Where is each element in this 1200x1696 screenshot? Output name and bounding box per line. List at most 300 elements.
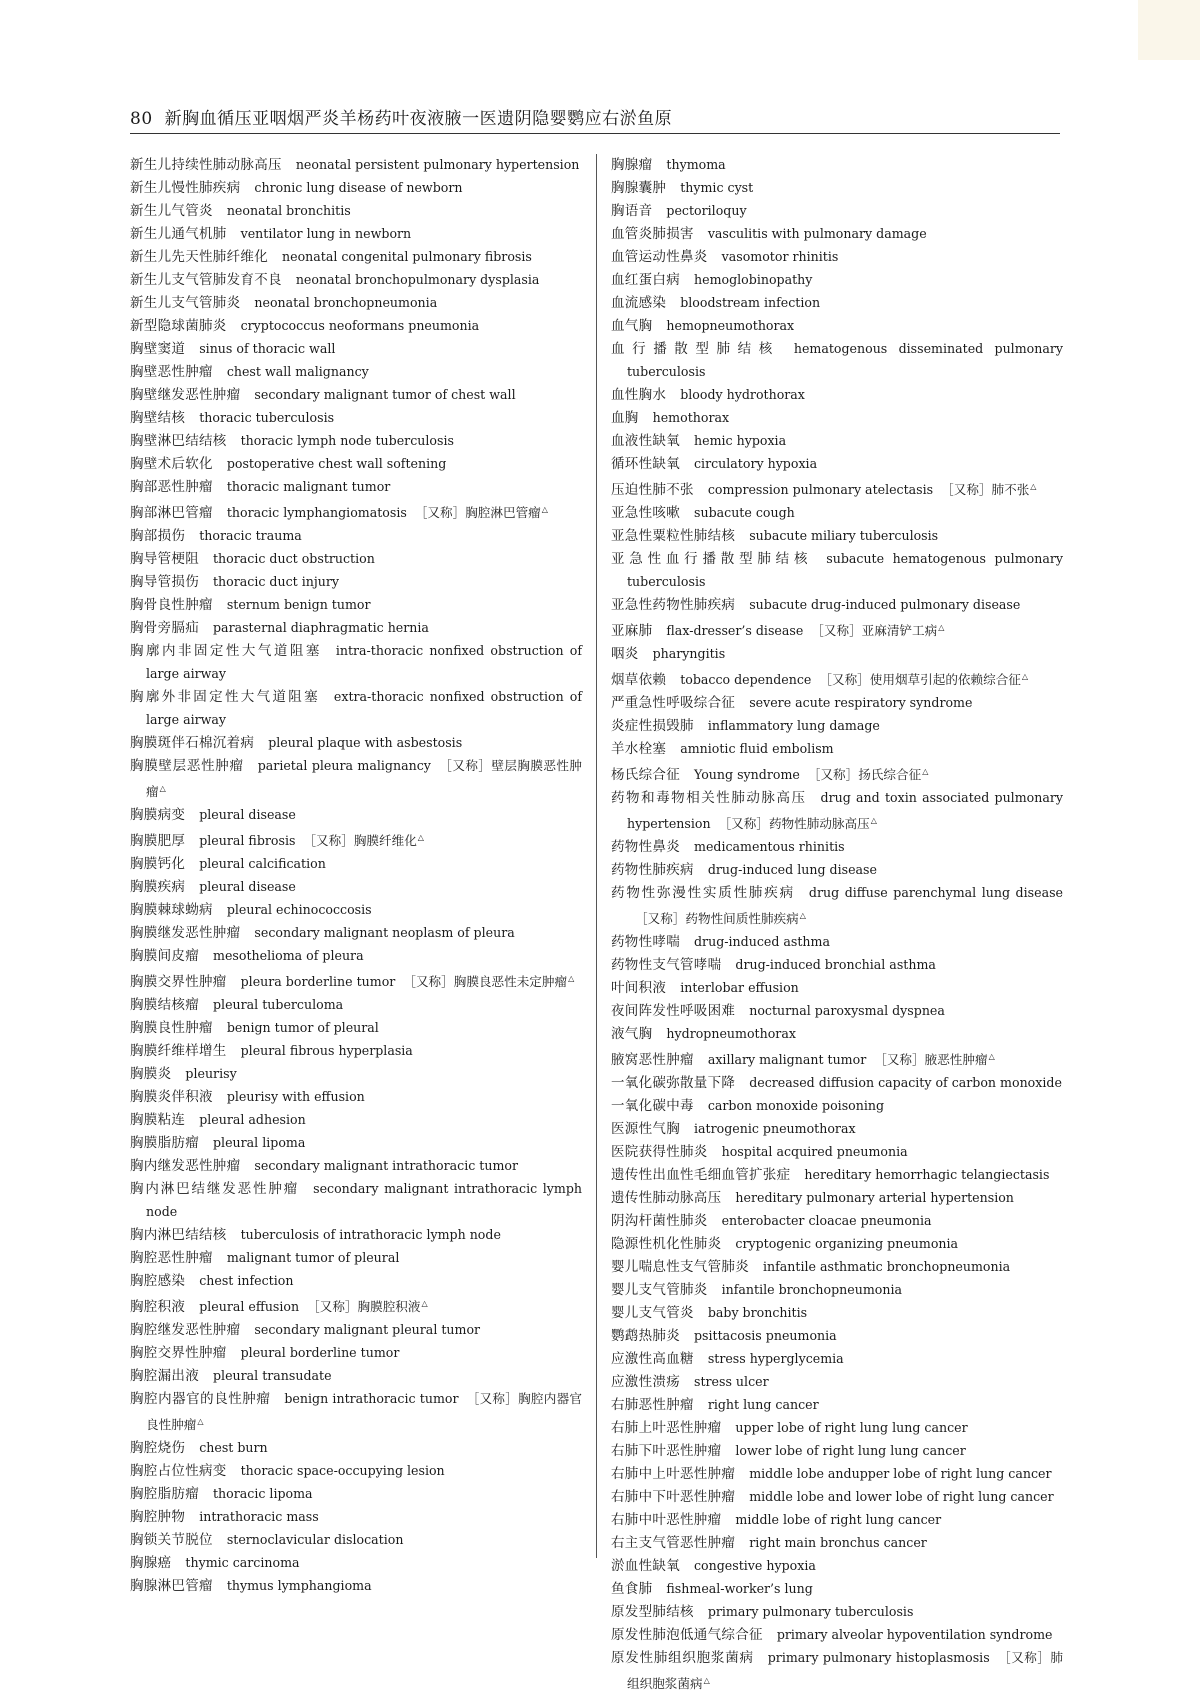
term-english: secondary malignant intrathoracic tumor <box>254 1158 519 1173</box>
term-chinese: 胸壁恶性肿瘤 <box>130 364 213 380</box>
page-header <box>130 104 1058 129</box>
term-chinese: 医院获得性肺炎 <box>611 1144 708 1160</box>
term-english: severe acute respiratory syndrome <box>749 695 973 710</box>
term-english: chest wall malignancy <box>226 364 369 379</box>
glossary-entry <box>130 827 582 853</box>
term-chinese: 胸腔烧伤 <box>130 1440 186 1456</box>
term-chinese: 淤血性缺氧 <box>611 1558 680 1574</box>
term-chinese: 血气胸 <box>611 318 653 334</box>
term-english: thymus lymphangioma <box>226 1578 372 1593</box>
term-chinese: 胸部损伤 <box>130 528 186 544</box>
glossary-entry <box>611 453 1063 476</box>
term-english: subacute hematogenous pulmonary tuberculosis <box>627 551 1063 589</box>
term-english: pleural fibrous hyperplasia <box>240 1043 413 1058</box>
glossary-entry <box>611 315 1063 338</box>
header-rule <box>130 133 1060 134</box>
term-chinese: 胸腔积液 <box>130 1299 186 1315</box>
glossary-entry <box>611 1371 1063 1394</box>
term-english: primary alveolar hypoventilation syndrome <box>776 1627 1053 1642</box>
term-chinese: 药物性哮喘 <box>611 934 680 950</box>
term-english: enterobacter cloacae pneumonia <box>721 1213 932 1228</box>
term-chinese: 血性胸水 <box>611 387 667 403</box>
glossary-entry <box>130 1437 582 1460</box>
term-chinese: 鹦鹉热肺炎 <box>611 1328 680 1344</box>
term-alias: ［又称］药物性肺动脉高压 <box>718 816 870 831</box>
term-chinese: 胸膜纤维样增生 <box>130 1043 227 1059</box>
triangle-mark-icon: △ <box>703 1676 710 1685</box>
term-chinese: 亚急性咳嗽 <box>611 505 680 521</box>
term-english: neonatal congenital pulmonary fibrosis <box>282 249 532 264</box>
term-english: chest infection <box>199 1273 294 1288</box>
glossary-entry <box>130 292 582 315</box>
term-chinese: 应激性溃疡 <box>611 1374 680 1390</box>
term-english: hemothorax <box>652 410 730 425</box>
term-english: cryptogenic organizing pneumonia <box>735 1236 959 1251</box>
term-english: drug-induced lung disease <box>707 862 877 877</box>
term-english: congestive hypoxia <box>694 1558 816 1573</box>
glossary-entry <box>130 476 582 499</box>
glossary-entry <box>611 476 1063 502</box>
term-english: thoracic lymph node tuberculosis <box>240 433 454 448</box>
term-chinese: 胸腺淋巴管瘤 <box>130 1578 213 1594</box>
term-english: neonatal bronchopneumonia <box>254 295 438 310</box>
glossary-entry <box>130 1552 582 1575</box>
glossary-entry <box>130 1040 582 1063</box>
term-english: secondary malignant pleural tumor <box>254 1322 481 1337</box>
term-english: stress hyperglycemia <box>707 1351 844 1366</box>
term-chinese: 一氧化碳弥散量下降 <box>611 1075 736 1091</box>
term-chinese: 胸腔感染 <box>130 1273 186 1289</box>
term-english: middle lobe and lower lobe of right lung cancer <box>749 1489 1054 1504</box>
term-chinese: 胸内淋巴结结核 <box>130 1227 227 1243</box>
term-chinese: 夜间阵发性呼吸困难 <box>611 1003 736 1019</box>
term-english: hemic hypoxia <box>694 433 787 448</box>
glossary-entry <box>130 223 582 246</box>
term-chinese: 胸膜壁层恶性肿瘤 <box>130 758 244 774</box>
term-english: decreased diffusion capacity of carbon monoxide <box>749 1075 1062 1090</box>
glossary-entry <box>611 502 1063 525</box>
term-english: inflammatory lung damage <box>707 718 880 733</box>
term-chinese: 胸内淋巴结继发恶性肿瘤 <box>130 1181 300 1197</box>
glossary-entry <box>130 922 582 945</box>
term-english: circulatory hypoxia <box>694 456 818 471</box>
term-english: chest burn <box>199 1440 268 1455</box>
term-english: baby bronchitis <box>707 1305 808 1320</box>
term-chinese: 血液性缺氧 <box>611 433 680 449</box>
term-chinese: 胸膜斑伴石棉沉着病 <box>130 735 255 751</box>
glossary-entry <box>130 177 582 200</box>
term-chinese: 医源性气胸 <box>611 1121 680 1137</box>
term-english: lower lobe of right lung lung cancer <box>735 1443 966 1458</box>
term-chinese: 胸壁结核 <box>130 410 186 426</box>
term-chinese: 胸廓外非固定性大气道阻塞 <box>130 689 320 705</box>
term-english: ventilator lung in newborn <box>240 226 412 241</box>
term-alias: ［又称］胸膜纤维化 <box>303 833 417 848</box>
glossary-entry <box>130 640 582 686</box>
term-english: mesothelioma of pleura <box>213 948 364 963</box>
glossary-entry <box>611 1509 1063 1532</box>
term-english: subacute cough <box>694 505 795 520</box>
glossary-entry <box>130 1017 582 1040</box>
glossary-entry <box>130 361 582 384</box>
glossary-entry <box>130 1365 582 1388</box>
glossary-entry <box>611 1118 1063 1141</box>
term-english: upper lobe of right lung lung cancer <box>735 1420 968 1435</box>
term-english: hereditary pulmonary arterial hypertension <box>735 1190 1014 1205</box>
term-chinese: 胸部恶性肿瘤 <box>130 479 213 495</box>
glossary-entry <box>130 968 582 994</box>
glossary-entry <box>130 1178 582 1224</box>
glossary-entry <box>611 525 1063 548</box>
term-english: sternum benign tumor <box>226 597 371 612</box>
glossary-entry <box>611 1601 1063 1624</box>
term-english: flax-dresser’s disease <box>666 623 804 638</box>
term-chinese: 右肺下叶恶性肿瘤 <box>611 1443 722 1459</box>
glossary-entry <box>611 1095 1063 1118</box>
term-chinese: 右肺中叶恶性肿瘤 <box>611 1512 722 1528</box>
term-english: thymoma <box>666 157 726 172</box>
term-english: primary pulmonary tuberculosis <box>707 1604 914 1619</box>
glossary-entry <box>611 1279 1063 1302</box>
glossary-entry <box>611 715 1063 738</box>
triangle-mark-icon: △ <box>922 767 929 776</box>
term-english: pleural lipoma <box>213 1135 306 1150</box>
term-chinese: 胸导管梗阻 <box>130 551 199 567</box>
glossary-entry <box>130 430 582 453</box>
term-chinese: 亚急性药物性肺疾病 <box>611 597 736 613</box>
term-english: benign tumor of pleural <box>226 1020 379 1035</box>
term-chinese: 血流感染 <box>611 295 667 311</box>
glossary-entry <box>611 292 1063 315</box>
term-chinese: 血行播散型肺结核 <box>611 341 780 357</box>
glossary-entry <box>611 1164 1063 1187</box>
term-chinese: 药物性支气管哮喘 <box>611 957 722 973</box>
term-chinese: 原发型肺结核 <box>611 1604 694 1620</box>
glossary-entry <box>611 269 1063 292</box>
term-english: psittacosis pneumonia <box>694 1328 837 1343</box>
term-chinese: 亚急性血行播散型肺结核 <box>611 551 813 567</box>
glossary-entry <box>130 384 582 407</box>
triangle-mark-icon: △ <box>197 1417 204 1426</box>
term-english: subacute miliary tuberculosis <box>749 528 939 543</box>
term-english: intra-thoracic nonfixed obstruction of large airway <box>146 643 582 681</box>
term-chinese: 血胸 <box>611 410 639 426</box>
term-chinese: 胸腺癌 <box>130 1555 172 1571</box>
triangle-mark-icon: △ <box>541 505 548 514</box>
glossary-entry <box>611 384 1063 407</box>
triangle-mark-icon: △ <box>159 784 166 793</box>
term-chinese: 药物和毒物相关性肺动脉高压 <box>611 790 807 806</box>
glossary-entry <box>130 732 582 755</box>
glossary-entry <box>611 859 1063 882</box>
term-chinese: 胸膜良性肿瘤 <box>130 1020 213 1036</box>
glossary-entry <box>611 177 1063 200</box>
term-english: pectoriloquy <box>666 203 747 218</box>
glossary-entry <box>611 882 1063 931</box>
term-english: hereditary hemorrhagic telangiectasis <box>804 1167 1050 1182</box>
glossary-entry <box>611 1417 1063 1440</box>
glossary-entry <box>130 853 582 876</box>
term-chinese: 血管运动性鼻炎 <box>611 249 708 265</box>
term-chinese: 胸膜交界性肿瘤 <box>130 974 227 990</box>
glossary-entry <box>130 1342 582 1365</box>
term-english: chronic lung disease of newborn <box>254 180 463 195</box>
term-chinese: 胸腺瘤 <box>611 157 653 173</box>
term-alias: ［又称］肺组织胞浆菌病 <box>627 1650 1064 1691</box>
term-chinese: 胸膜病变 <box>130 807 186 823</box>
term-english: thymic cyst <box>680 180 754 195</box>
term-chinese: 胸膜棘球蚴病 <box>130 902 213 918</box>
term-english: Young syndrome <box>694 767 800 782</box>
term-alias: ［又称］胸腔内器官良性肿瘤 <box>146 1391 582 1432</box>
glossary-entry <box>130 876 582 899</box>
term-chinese: 胸部淋巴管瘤 <box>130 505 213 521</box>
glossary-entry <box>130 499 582 525</box>
term-english: bloodstream infection <box>680 295 821 310</box>
glossary-entry <box>130 548 582 571</box>
term-chinese: 右肺恶性肿瘤 <box>611 1397 694 1413</box>
term-chinese: 胸膜肥厚 <box>130 833 186 849</box>
glossary-entry <box>130 804 582 827</box>
term-chinese: 右肺中上叶恶性肿瘤 <box>611 1466 736 1482</box>
term-chinese: 婴儿喘息性支气管肺炎 <box>611 1259 749 1275</box>
term-english: thoracic lipoma <box>213 1486 313 1501</box>
term-english: secondary malignant intrathoracic lymph node <box>146 1181 582 1219</box>
term-alias: ［又称］肺不张 <box>941 482 1030 497</box>
term-english: interlobar effusion <box>680 980 799 995</box>
term-english: thymic carcinoma <box>185 1555 300 1570</box>
term-chinese: 咽炎 <box>611 646 639 662</box>
term-chinese: 胸腔漏出液 <box>130 1368 199 1384</box>
term-alias: ［又称］扬氏综合征 <box>807 767 922 782</box>
term-chinese: 炎症性损毁肺 <box>611 718 694 734</box>
term-chinese: 新生儿气管炎 <box>130 203 213 219</box>
term-english: hemopneumothorax <box>666 318 795 333</box>
term-chinese: 隐源性机化性肺炎 <box>611 1236 722 1252</box>
glossary-entry <box>130 594 582 617</box>
glossary-entry <box>611 407 1063 430</box>
term-chinese: 羊水栓塞 <box>611 741 667 757</box>
right-column <box>611 154 1063 1696</box>
triangle-mark-icon: △ <box>870 816 877 825</box>
glossary-entry <box>611 1023 1063 1046</box>
glossary-entry <box>130 453 582 476</box>
term-english: secondary malignant tumor of chest wall <box>254 387 516 402</box>
term-chinese: 新型隐球菌肺炎 <box>130 318 227 334</box>
term-chinese: 烟草依赖 <box>611 672 667 688</box>
term-chinese: 胸壁继发恶性肿瘤 <box>130 387 241 403</box>
term-chinese: 循环性缺氧 <box>611 456 680 472</box>
glossary-entry <box>611 338 1063 384</box>
glossary-entry <box>611 643 1063 666</box>
glossary-entry <box>130 1460 582 1483</box>
term-chinese: 胸腔占位性病变 <box>130 1463 227 1479</box>
term-english: vasculitis with pulmonary damage <box>707 226 927 241</box>
glossary-entry <box>130 1247 582 1270</box>
term-chinese: 胸骨良性肿瘤 <box>130 597 213 613</box>
term-chinese: 胸廓内非固定性大气道阻塞 <box>130 643 322 659</box>
term-chinese: 胸锁关节脱位 <box>130 1532 213 1548</box>
term-chinese: 亚急性粟粒性肺结核 <box>611 528 736 544</box>
glossary-entry <box>611 787 1063 836</box>
term-chinese: 胸壁术后软化 <box>130 456 213 472</box>
term-english: pleurisy with effusion <box>226 1089 365 1104</box>
term-english: pleural plaque with asbestosis <box>268 735 463 750</box>
term-alias: ［又称］腋恶性肿瘤 <box>874 1052 988 1067</box>
term-chinese: 遗传性肺动脉高压 <box>611 1190 722 1206</box>
term-chinese: 胸膜炎 <box>130 1066 172 1082</box>
glossary-entry <box>130 571 582 594</box>
term-english: bloody hydrothorax <box>680 387 805 402</box>
term-chinese: 压迫性肺不张 <box>611 482 694 498</box>
term-english: pleural tuberculoma <box>213 997 344 1012</box>
glossary-entry <box>130 1270 582 1293</box>
glossary-entry <box>611 1233 1063 1256</box>
glossary-entry <box>130 1388 582 1437</box>
glossary-entry <box>611 617 1063 643</box>
term-english: infantile bronchopneumonia <box>721 1282 903 1297</box>
glossary-entry <box>611 548 1063 594</box>
term-english: neonatal bronchopulmonary dysplasia <box>295 272 540 287</box>
glossary-entry <box>130 899 582 922</box>
term-chinese: 遗传性出血性毛细血管扩张症 <box>611 1167 791 1183</box>
term-english: drug diffuse parenchymal lung disease <box>808 885 1063 900</box>
glossary-entry <box>130 407 582 430</box>
glossary-entry <box>611 1000 1063 1023</box>
glossary-entry <box>130 1506 582 1529</box>
glossary-entry <box>611 1302 1063 1325</box>
term-chinese: 婴儿支气管炎 <box>611 1305 694 1321</box>
term-english: drug-induced bronchial asthma <box>735 957 936 972</box>
term-chinese: 右主支气管恶性肿瘤 <box>611 1535 736 1551</box>
term-chinese: 新生儿先天性肺纤维化 <box>130 249 268 265</box>
term-chinese: 胸内继发恶性肿瘤 <box>130 1158 241 1174</box>
glossary-entry <box>611 1486 1063 1509</box>
glossary-entry <box>130 200 582 223</box>
term-english: secondary malignant neoplasm of pleura <box>254 925 515 940</box>
glossary-entry <box>130 617 582 640</box>
glossary-entry <box>130 154 582 177</box>
term-english: thoracic duct obstruction <box>213 551 375 566</box>
term-english: pleural transudate <box>213 1368 332 1383</box>
glossary-entry <box>611 1210 1063 1233</box>
glossary-entry <box>611 1624 1063 1647</box>
term-english: tuberculosis of intrathoracic lymph node <box>240 1227 501 1242</box>
glossary-entry <box>130 338 582 361</box>
term-english: hemoglobinopathy <box>694 272 813 287</box>
term-english: neonatal bronchitis <box>226 203 351 218</box>
term-chinese: 杨氏综合征 <box>611 767 680 783</box>
glossary-entry <box>611 761 1063 787</box>
term-english: thoracic trauma <box>199 528 302 543</box>
term-english: sinus of thoracic wall <box>199 341 336 356</box>
term-chinese: 右肺中下叶恶性肿瘤 <box>611 1489 736 1505</box>
term-chinese: 胸语音 <box>611 203 653 219</box>
term-english: axillary malignant tumor <box>707 1052 867 1067</box>
glossary-entry <box>130 994 582 1017</box>
glossary-entry <box>611 1256 1063 1279</box>
term-english: thoracic tuberculosis <box>199 410 335 425</box>
glossary-entry <box>130 246 582 269</box>
term-chinese: 胸骨旁膈疝 <box>130 620 199 636</box>
term-chinese: 新生儿慢性肺疾病 <box>130 180 241 196</box>
glossary-entry <box>611 1647 1063 1696</box>
term-english: pleural borderline tumor <box>240 1345 400 1360</box>
glossary-entry <box>611 931 1063 954</box>
term-english: right main bronchus cancer <box>749 1535 927 1550</box>
term-chinese: 亚麻肺 <box>611 623 653 639</box>
glossary-entry <box>611 200 1063 223</box>
term-english: hydropneumothorax <box>666 1026 796 1041</box>
term-english: pleural calcification <box>199 856 326 871</box>
glossary-entry <box>130 525 582 548</box>
term-chinese: 胸膜间皮瘤 <box>130 948 199 964</box>
term-chinese: 新生儿持续性肺动脉高压 <box>130 157 282 173</box>
term-chinese: 原发性肺泡低通气综合征 <box>611 1627 763 1643</box>
term-alias: ［又称］胸腔淋巴管瘤 <box>414 505 541 520</box>
glossary-entry <box>611 430 1063 453</box>
term-alias: ［又称］药物性间质性肺疾病 <box>635 911 799 926</box>
term-chinese: 胸壁窦道 <box>130 341 186 357</box>
term-english: pleural disease <box>199 807 296 822</box>
term-english: pleural fibrosis <box>199 833 296 848</box>
column-divider <box>596 154 597 1558</box>
term-english: malignant tumor of pleural <box>226 1250 400 1265</box>
term-english: medicamentous rhinitis <box>694 839 845 854</box>
term-english: thoracic lymphangiomatosis <box>226 505 407 520</box>
term-english: thoracic duct injury <box>213 574 339 589</box>
term-chinese: 胸膜炎伴积液 <box>130 1089 213 1105</box>
term-chinese: 鱼食肺 <box>611 1581 653 1597</box>
term-english: pharyngitis <box>652 646 726 661</box>
glossary-entry <box>611 738 1063 761</box>
term-english: pleural adhesion <box>199 1112 306 1127</box>
term-chinese: 阴沟杆菌性肺炎 <box>611 1213 708 1229</box>
glossary-entry <box>611 666 1063 692</box>
term-english: pleural echinococcosis <box>226 902 372 917</box>
glossary-entry <box>611 1463 1063 1486</box>
glossary-entry <box>611 223 1063 246</box>
term-english: drug and toxin associated pulmonary hypertension <box>627 790 1063 831</box>
triangle-mark-icon: △ <box>1030 482 1037 491</box>
glossary-entry <box>611 1555 1063 1578</box>
term-english: compression pulmonary atelectasis <box>707 482 934 497</box>
glossary-entry <box>130 1293 582 1319</box>
term-english: amniotic fluid embolism <box>680 741 834 756</box>
term-chinese: 胸膜钙化 <box>130 856 186 872</box>
term-english: hospital acquired pneumonia <box>721 1144 908 1159</box>
term-english: stress ulcer <box>694 1374 769 1389</box>
term-english: right lung cancer <box>707 1397 819 1412</box>
term-english: vasomotor rhinitis <box>721 249 839 264</box>
term-chinese: 新生儿支气管肺炎 <box>130 295 241 311</box>
triangle-mark-icon: △ <box>988 1052 995 1061</box>
term-chinese: 胸导管损伤 <box>130 574 199 590</box>
glossary-entry <box>611 977 1063 1000</box>
glossary-entry <box>611 1394 1063 1417</box>
term-chinese: 胸腺囊肿 <box>611 180 667 196</box>
triangle-mark-icon: △ <box>568 974 575 983</box>
term-alias: ［又称］胸膜良恶性未定肿瘤 <box>403 974 568 989</box>
term-english: primary pulmonary histoplasmosis <box>767 1650 990 1665</box>
term-chinese: 一氧化碳中毒 <box>611 1098 694 1114</box>
term-chinese: 叶间积液 <box>611 980 667 996</box>
term-chinese: 新生儿通气机肺 <box>130 226 227 242</box>
glossary-entry <box>611 1532 1063 1555</box>
term-english: parasternal diaphragmatic hernia <box>213 620 429 635</box>
term-chinese: 药物性弥漫性实质性肺疾病 <box>611 885 795 901</box>
glossary-entry <box>130 755 582 804</box>
